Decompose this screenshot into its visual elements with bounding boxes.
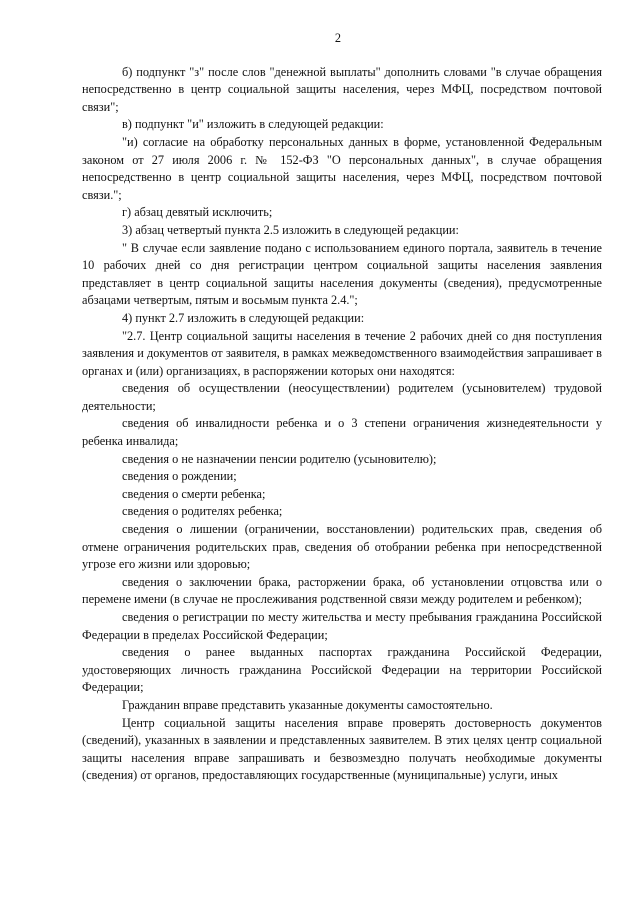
paragraph-ninth-clause-removed: г) абзац девятый исключить; (122, 205, 273, 220)
paragraph-citizen-right: Гражданин вправе представить указанные документы самостоятельно. (122, 697, 493, 712)
list-item-parents-info: сведения о родителях ребенка; (122, 504, 283, 519)
paragraph-amend-subitem-z: б) подпункт "з" после слов "денежной выплаты" дополнить словами "в случае обращения непосредственно в центр социальной защиты населения, через МФЦ, посредством почтовой связи"; (82, 64, 602, 114)
paragraph-verification: Центр социальной защиты населения вправе проверять достоверность документов (сведений), указанных в заявлении и представленных заявителем. В этих целях центр социальной защиты населения вправе запрашивать и безвозмездно получать необходимые документы (сведения) от органов, предоставляющих государственные (муниципальные) услуги, иных (82, 715, 602, 783)
paragraph-amend-subitem-i: в) подпункт "и" изложить в следующей редакции: (122, 117, 384, 132)
paragraph-item-2-5-amend: 3) абзац четвертый пункта 2.5 изложить в следующей редакции: (122, 222, 459, 237)
list-item-parental-rights-info: сведения о лишении (ограничении, восстановлении) родительских прав, сведения об отмене ограничения родительских прав, сведения об отобрании ребенка при непосредственной угрозе его жизни или здоровью; (82, 522, 602, 572)
paragraph-item-2-7-text: "2.7. Центр социальной защиты населения в течение 2 рабочих дней со дня поступления заявления и документов от заявителя, в рамках межведомственного взаимодействия запрашивает в органах и (или) организациях, в распоряжении которых они находятся: (82, 328, 602, 378)
page-number: 2 (334, 31, 342, 45)
paragraph-item-2-5-text: " В случае если заявление подано с использованием единого портала, заявитель в течение 10 рабочих дней со дня регистрации центром социальной защиты населения заявления представляет в центр социальной защиты населения документы (сведения), предусмотренные абзацами четвертым, пятым и восьмым пункта 2.4."; (82, 240, 602, 308)
list-item-marriage-info: сведения о заключении брака, расторжении брака, об установлении отцовства или о перемене имени (в случае не прослеживания родственной связи между родителем и ребенком); (82, 574, 602, 607)
list-item-pension-info: сведения о не назначении пенсии родителю (усыновителю); (122, 451, 437, 466)
paragraph-item-2-7-amend: 4) пункт 2.7 изложить в следующей редакции: (122, 310, 365, 325)
paragraph-subitem-i-text: "и) согласие на обработку персональных данных в форме, установленной Федеральным законом от 27 июля 2006 г. № 152-ФЗ "О персональных данных", в случае обращения непосредственно в центр социальной защиты населения, через МФЦ, посредством почтовой связи."; (82, 134, 602, 202)
list-item-registration-info: сведения о регистрации по месту жительства и месту пребывания гражданина Российской Федерации в пределах Российской Федерации; (82, 610, 602, 642)
list-item-passport-info: сведения о ранее выданных паспортах гражданина Российской Федерации, удостоверяющих личность гражданина Российской Федерации на территории Российской Федерации; (82, 645, 602, 695)
list-item-birth-info: сведения о рождении; (122, 469, 237, 484)
document-page (82, 30, 602, 785)
list-item-employment-info: сведения об осуществлении (неосуществлении) родителем (усыновителем) трудовой деятельности; (82, 381, 602, 413)
list-item-disability-info: сведения об инвалидности ребенка и о 3 степени ограничения жизнедеятельности у ребенка инвалида; (82, 416, 602, 449)
list-item-death-info: сведения о смерти ребенка; (122, 486, 266, 501)
